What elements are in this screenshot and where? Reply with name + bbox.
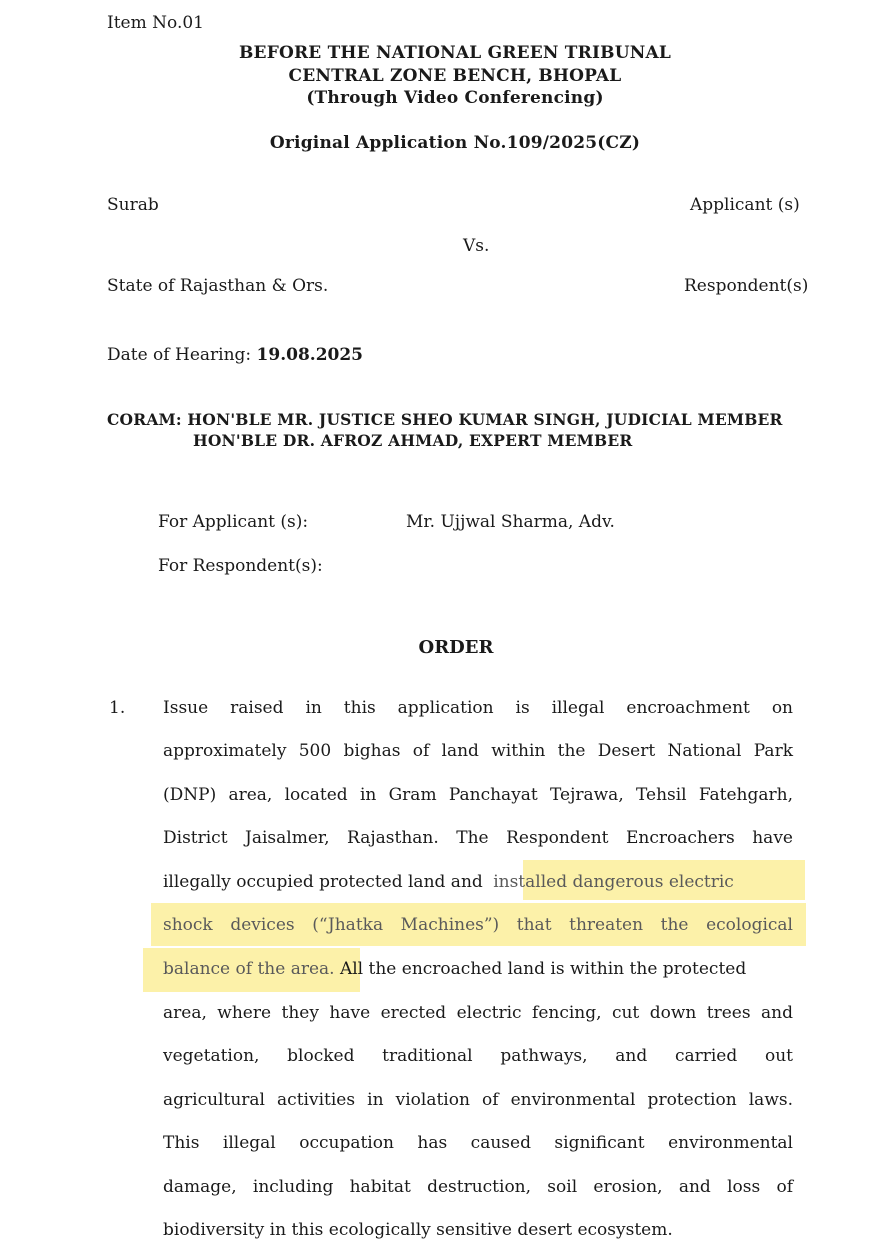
conferencing-note: (Through Video Conferencing) [306, 88, 604, 108]
applicant-appearance-label: For Applicant (s): [158, 512, 309, 532]
paragraph-line: District Jaisalmer, Rajasthan. The Respondent Encroachers have [163, 828, 793, 848]
paragraph-number: 1. [109, 698, 126, 718]
respondent-appearance-label: For Respondent(s): [158, 556, 323, 576]
paragraph-line: approximately 500 bighas of land within the Desert National Park [163, 741, 793, 761]
applicant-counsel: Mr. Ujjwal Sharma, Adv. [406, 512, 615, 532]
paragraph-line: (DNP) area, located in Gram Panchayat Tejrawa, Tehsil Fatehgarh, [163, 785, 793, 805]
bench-heading: CENTRAL ZONE BENCH, BHOPAL [288, 66, 622, 86]
versus-label: Vs. [463, 236, 490, 256]
paragraph-line [163, 959, 746, 979]
coram-line-2: HON'BLE DR. AFROZ AHMAD, EXPERT MEMBER [193, 431, 633, 450]
highlighted-text: balance of the area. [163, 959, 335, 979]
coram-line-1: CORAM: HON'BLE MR. JUSTICE SHEO KUMAR SINGH, JUDICIAL MEMBER [107, 410, 783, 429]
highlighted-text: shock devices (“Jhatka Machines”) that threaten the ecological [163, 915, 793, 935]
paragraph-text: illegally occupied protected land and [163, 872, 483, 892]
paragraph-line: damage, including habitat destruction, soil erosion, and loss of [163, 1177, 793, 1197]
paragraph-line: area, where they have erected electric fencing, cut down trees and [163, 1003, 793, 1023]
paragraph-line: This illegal occupation has caused significant environmental [163, 1133, 793, 1153]
respondent-role: Respondent(s) [684, 276, 809, 296]
paragraph-text: All the encroached land is within the protected [334, 959, 747, 979]
order-title: ORDER [418, 637, 494, 658]
hearing-label: Date of Hearing: [107, 345, 252, 365]
paragraph-line: Issue raised in this application is illegal encroachment on [163, 698, 793, 718]
hearing-date: 19.08.2025 [256, 345, 364, 365]
hearing-date-row [107, 345, 363, 365]
paragraph-line: biodiversity in this ecologically sensitive desert ecosystem. [163, 1220, 673, 1240]
highlighted-text: installed dangerous electric [493, 872, 734, 892]
applicant-name: Surab [107, 195, 159, 215]
respondent-name: State of Rajasthan & Ors. [107, 276, 329, 296]
applicant-role: Applicant (s) [690, 195, 800, 215]
paragraph-line [163, 872, 734, 892]
paragraph-line: vegetation, blocked traditional pathways, and carried out [163, 1046, 793, 1066]
application-number: Original Application No.109/2025(CZ) [269, 133, 641, 153]
tribunal-heading: BEFORE THE NATIONAL GREEN TRIBUNAL [238, 43, 672, 63]
paragraph-line: agricultural activities in violation of environmental protection laws. [163, 1090, 793, 1110]
item-number: Item No.01 [107, 13, 204, 33]
